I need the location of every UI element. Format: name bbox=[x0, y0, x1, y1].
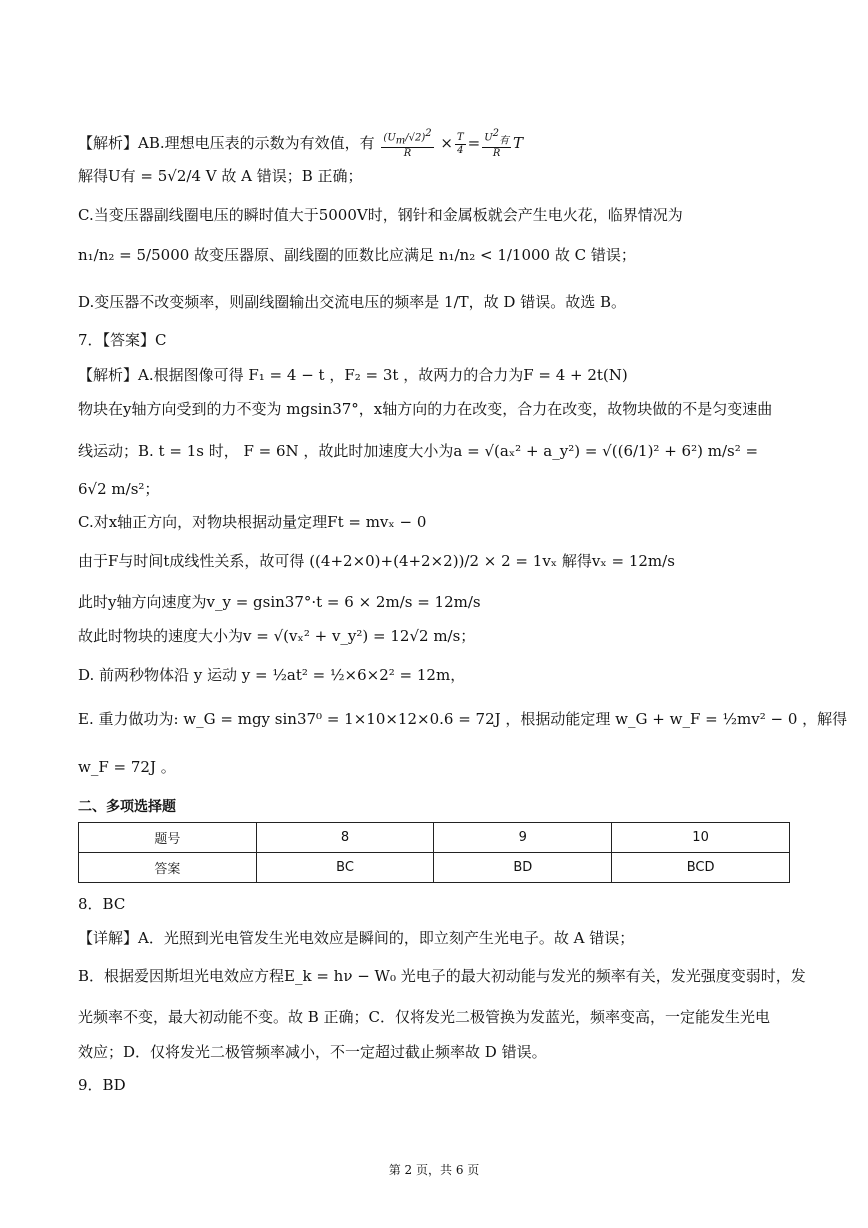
table-cell: 10 bbox=[612, 823, 790, 853]
q7-analysis-line5: C.对x轴正方向，对物块根据动量定理Ft = mvₓ − 0 bbox=[78, 513, 427, 531]
page-footer: 第 2 页，共 6 页 bbox=[388, 1163, 480, 1177]
table-cell: 答案 bbox=[79, 853, 257, 883]
table-cell: BCD bbox=[612, 853, 790, 883]
q9-answer: 9．BD bbox=[78, 1076, 126, 1094]
answer-table bbox=[78, 822, 790, 883]
q7-analysis-line8: 故此时物块的速度大小为v = √(vₓ² + v_y²) = 12√2 m/s； bbox=[78, 627, 476, 645]
table-row bbox=[79, 823, 790, 853]
q6-analysis-prefix: 【解析】AB.理想电压表的示数为有效值，有 bbox=[78, 134, 375, 153]
q6-analysis-line3: C.当变压器副线圈电压的瞬时值大于5000V时，钢针和金属板就会产生电火花，临界情况为 bbox=[78, 206, 683, 224]
q6-analysis-line4: n₁/n₂ = 5/5000 故变压器原、副线圈的匝数比应满足 n₁/n₂ < 1/1000 故 C 错误； bbox=[78, 246, 636, 264]
q7-analysis-line1: 【解析】A.根据图像可得 F₁ = 4 − t ，F₂ = 3t ，故两力的合力为F = 4 + 2t(N) bbox=[78, 366, 628, 384]
q6-analysis-line5: D.变压器不改变频率，则副线圈输出交流电压的频率是 1/T，故 D 错误。故选 B。 bbox=[78, 293, 626, 311]
q7-analysis-line9: D. 前两秒物体沿 y 运动 y = ½at² = ½×6×2² = 12m， bbox=[78, 666, 466, 684]
q6-rms-equation: $\frac{(U_m/√2)^2}{R}$ × $\frac{T}{4}$ = $\frac{U^2_有}{R}$ T bbox=[383, 128, 524, 160]
table-cell: 8 bbox=[256, 823, 434, 853]
table-cell: BC bbox=[256, 853, 434, 883]
q7-analysis-line10: E. 重力做功为: w_G = mgy sin37⁰ = 1×10×12×0.6 = 72J ，根据动能定理 w_G + w_F = ½mv² − 0 ，解得 bbox=[78, 710, 848, 728]
q8-detail-line3: 光频率不变，最大初动能不变。故 B 正确；C．仅将发光二极管换为发蓝光，频率变高，一定能发生光电 bbox=[78, 1008, 771, 1026]
table-row bbox=[79, 853, 790, 883]
q6-analysis-line2: 解得U有 = 5√2/4 V 故 A 错误；B 正确； bbox=[78, 167, 363, 185]
q8-detail-line2: B．根据爱因斯坦光电效应方程E_k = hν − W₀ 光电子的最大初动能与发光的频率有关，发光强度变弱时，发 bbox=[78, 967, 806, 985]
q7-analysis-line6: 由于F与时间t成线性关系，故可得 ((4+2×0)+(4+2×2))/2 × 2 = 1vₓ 解得vₓ = 12m/s bbox=[78, 552, 675, 570]
q6-analysis-line1 bbox=[78, 128, 523, 160]
q7-analysis-line11: w_F = 72J 。 bbox=[78, 758, 176, 776]
q7-analysis-line7: 此时y轴方向速度为v_y = gsin37°·t = 6 × 2m/s = 12m/s bbox=[78, 593, 481, 611]
section-title: 二、多项选择题 bbox=[78, 799, 176, 815]
q7-analysis-line4: 6√2 m/s²； bbox=[78, 480, 160, 498]
table-cell: BD bbox=[434, 853, 612, 883]
table-cell: 题号 bbox=[79, 823, 257, 853]
q7-analysis-line2: 物块在y轴方向受到的力不变为 mgsin37°，x轴方向的力在改变，合力在改变，故物块做的不是匀变速曲 bbox=[78, 400, 773, 418]
q7-answer: 7．【答案】C bbox=[78, 331, 167, 349]
q8-answer: 8．BC bbox=[78, 895, 126, 913]
q8-detail-line4: 效应；D．仅将发光二极管频率减小，不一定超过截止频率故 D 错误。 bbox=[78, 1043, 547, 1061]
table-cell: 9 bbox=[434, 823, 612, 853]
q7-analysis-line3: 线运动；B. t = 1s 时， F = 6N ，故此时加速度大小为a = √(aₓ² + a_y²) = √((6/1)² + 6²) m/s² = bbox=[78, 442, 759, 460]
q8-detail-line1: 【详解】A．光照到光电管发生光电效应是瞬间的，即立刻产生光电子。故 A 错误； bbox=[78, 929, 635, 947]
